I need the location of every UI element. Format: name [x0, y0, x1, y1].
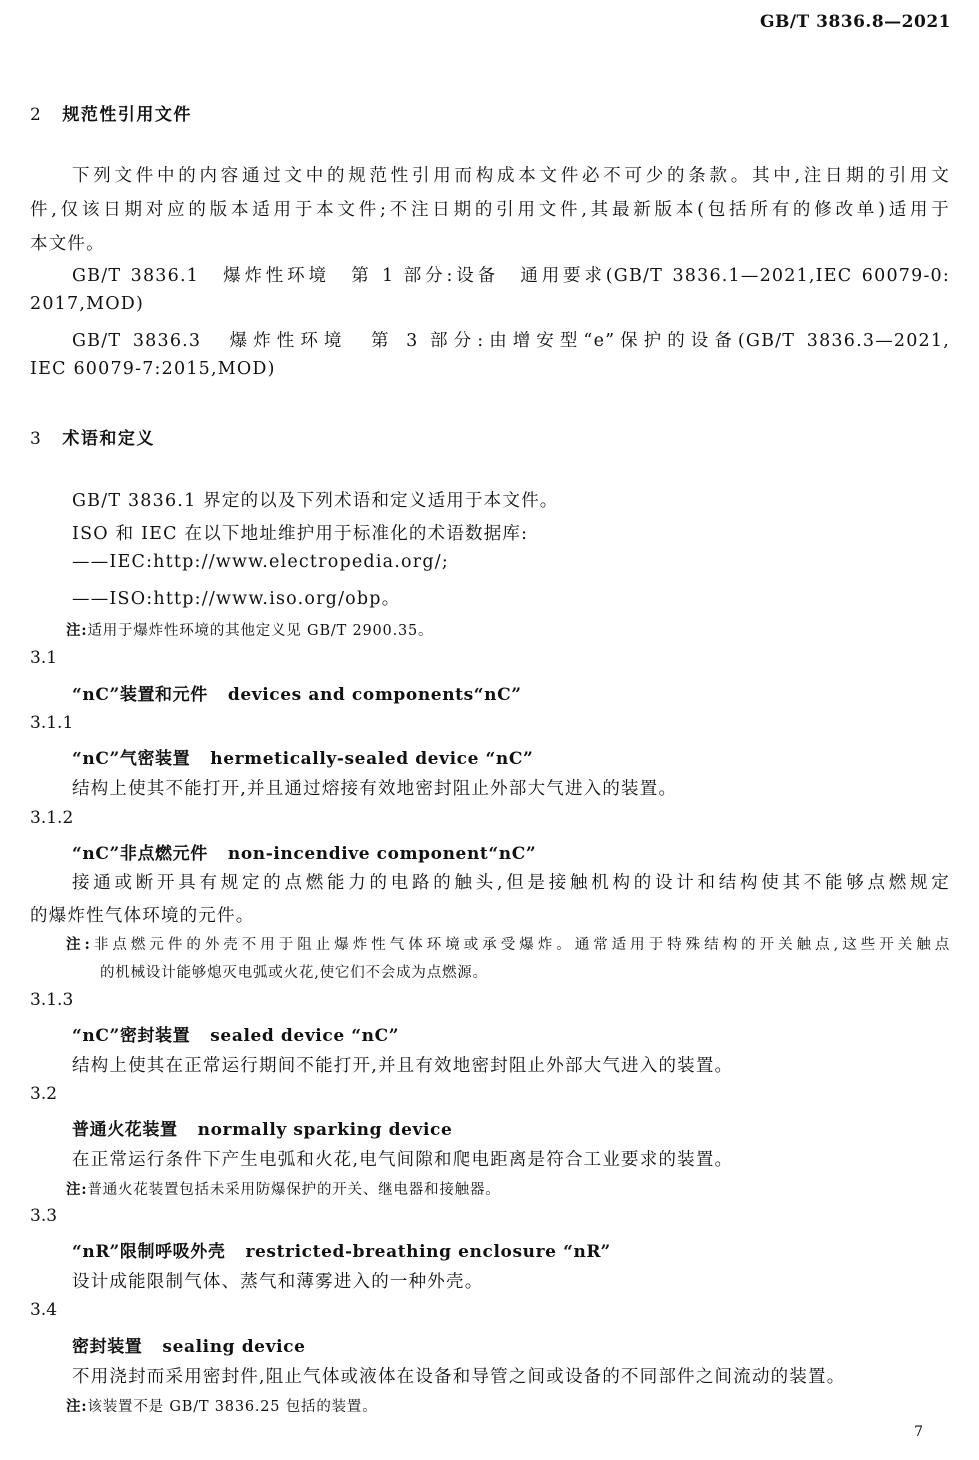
scope-paragraph: GB/T 3836.1 界定的以及下列术语和定义适用于本文件。 — [72, 491, 559, 511]
term-3-1 — [72, 680, 522, 705]
note-text: 普通火花装置包括未采用防爆保护的开关、继电器和接触器。 — [87, 1182, 501, 1198]
iec-link: ——IEC:http://www.electropedia.org/; — [72, 552, 449, 572]
section-2-heading — [30, 100, 192, 125]
term-definition-line-1: 接通或断开具有规定的点燃能力的电路的触头,但是接触机构的设计和结构使其不能够点燃规定 — [72, 873, 950, 893]
term-zh: 密封装置 — [72, 1337, 143, 1357]
note-label: 注: — [66, 1181, 88, 1198]
term-number: 3.1.3 — [30, 990, 74, 1010]
term-zh: “nC”非点燃元件 — [72, 844, 208, 864]
term-definition: 结构上使其不能打开,并且通过熔接有效地密封阻止外部大气进入的装置。 — [72, 779, 678, 799]
term-definition: 在正常运行条件下产生电弧和火花,电气间隙和爬电距离是符合工业要求的装置。 — [72, 1150, 734, 1170]
standard-id: GB/T 3836.8—2021 — [759, 12, 951, 32]
term-3-1-2 — [72, 839, 536, 864]
page-number: 7 — [914, 1424, 923, 1440]
term-zh: 普通火花装置 — [72, 1120, 178, 1140]
term-number: 3.2 — [30, 1084, 58, 1104]
reference-2-line-2: IEC 60079-7:2015,MOD) — [30, 359, 276, 379]
note-text: 该装置不是 GB/T 3836.25 包括的装置。 — [87, 1399, 378, 1415]
term-3-2 — [72, 1115, 452, 1140]
term-en: devices and components“nC” — [227, 685, 522, 705]
term-number: 3.1 — [30, 648, 58, 668]
term-en: restricted-breathing enclosure “nR” — [245, 1242, 611, 1262]
term-note-line-2: 的机械设计能够熄灭电弧或火花,使它们不会成为点燃源。 — [100, 965, 488, 981]
term-3-4 — [72, 1332, 306, 1357]
intro-line-2: 件,仅该日期对应的版本适用于本文件;不注日期的引用文件,其最新版本(包括所有的修改单)适用于 — [30, 200, 950, 220]
term-3-1-1 — [72, 744, 533, 769]
reference-1-line-1: GB/T 3836.1 爆炸性环境 第 1 部分:设备 通用要求(GB/T 3836.1—2021,IEC 60079-0: — [72, 266, 950, 286]
term-3-3 — [72, 1237, 611, 1262]
terminology-db-paragraph: ISO 和 IEC 在以下地址维护用于标准化的术语数据库: — [72, 524, 529, 544]
term-en: hermetically-sealed device “nC” — [210, 749, 534, 769]
section-title: 规范性引用文件 — [62, 105, 192, 125]
term-number: 3.4 — [30, 1300, 58, 1320]
term-definition-line-2: 的爆炸性气体环境的元件。 — [30, 906, 255, 926]
term-3-1-3 — [72, 1021, 399, 1046]
term-number: 3.3 — [30, 1206, 58, 1226]
term-note-line-1 — [66, 933, 950, 954]
section-3-heading — [30, 424, 155, 449]
term-zh: “nC”密封装置 — [72, 1026, 191, 1046]
term-en: sealed device “nC” — [210, 1026, 400, 1046]
note-label: 注: — [66, 1398, 88, 1415]
term-zh: “nC”装置和元件 — [72, 685, 208, 705]
term-en: normally sparking device — [197, 1120, 453, 1140]
term-number: 3.1.2 — [30, 808, 74, 828]
section-number: 3 — [30, 429, 43, 449]
term-zh: “nR”限制呼吸外壳 — [72, 1242, 226, 1262]
note-label: 注: — [66, 936, 91, 953]
note-text: 适用于爆炸性环境的其他定义见 GB/T 2900.35。 — [87, 623, 434, 639]
intro-line-3: 本文件。 — [30, 234, 105, 254]
term-zh: “nC”气密装置 — [72, 749, 191, 769]
section-title: 术语和定义 — [62, 429, 155, 449]
term-number: 3.1.1 — [30, 713, 74, 733]
note-text: 非点燃元件的外壳不用于阻止爆炸性气体环境或承受爆炸。通常适用于特殊结构的开关触点,这些开关触点 — [90, 937, 950, 953]
reference-2-line-1: GB/T 3836.3 爆炸性环境 第 3 部分:由增安型“e”保护的设备(GB/T 3836.3—2021, — [72, 331, 950, 351]
section-number: 2 — [30, 105, 43, 125]
term-note — [66, 1178, 501, 1199]
term-note — [66, 1395, 378, 1416]
term-definition: 结构上使其在正常运行期间不能打开,并且有效地密封阻止外部大气进入的装置。 — [72, 1056, 734, 1076]
note-label: 注: — [66, 622, 88, 639]
term-definition: 不用浇封而采用密封件,阻止气体或液体在设备和导管之间或设备的不同部件之间流动的装置。 — [72, 1367, 846, 1387]
term-en: non-incendive component“nC” — [227, 844, 537, 864]
reference-1-line-2: 2017,MOD) — [30, 294, 145, 314]
intro-line-1: 下列文件中的内容通过文中的规范性引用而构成本文件必不可少的条款。其中,注日期的引用文 — [72, 166, 950, 186]
term-en: sealing device — [162, 1337, 306, 1357]
term-definition: 设计成能限制气体、蒸气和薄雾进入的一种外壳。 — [72, 1272, 484, 1292]
iso-link: ——ISO:http://www.iso.org/obp。 — [72, 589, 401, 609]
section-3-note — [66, 619, 433, 640]
